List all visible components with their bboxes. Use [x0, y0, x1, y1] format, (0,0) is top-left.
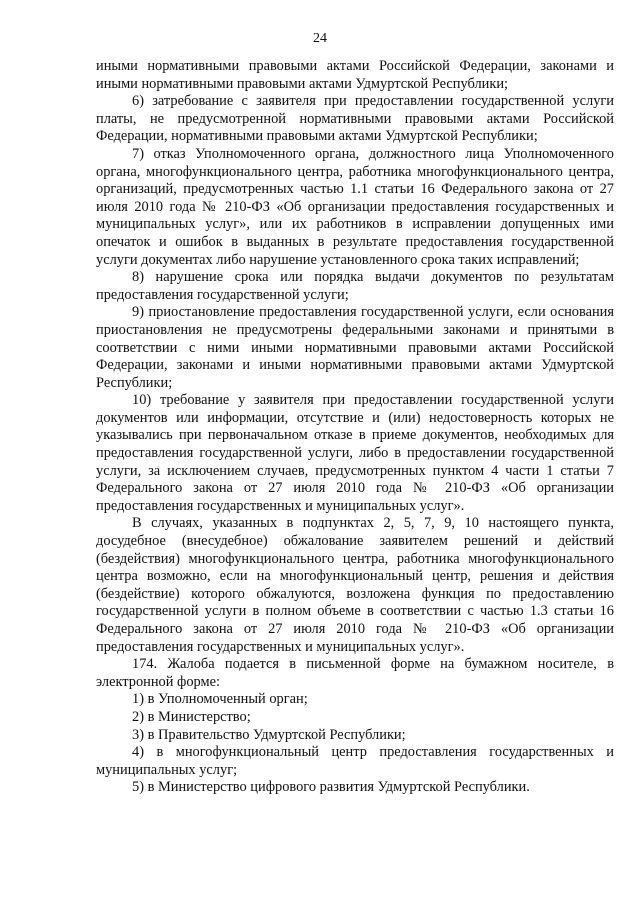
paragraph-cases: В случаях, указанных в подпунктах 2, 5, 7, 9, 10 настоящего пункта, досудебное (внесудебное) обжалование заявителем решений и действий (бездействия) многофункционального центра, работника многофункционального центра возможно, если на многофункциональный центр, решения и действия (бездействие) которого обжалуются, возложена функция по предоставлению государственной услуги в полном объеме в соответствии с частью 1.3 статьи 16 Федерального закона от 27 июля 2010 года № 210-ФЗ «Об организации предоставления государственных и муниципальных услуг».	[96, 515, 614, 655]
paragraph-item-10: 10) требование у заявителя при предоставлении государственной услуги документов или информации, отсутствие и (или) недостоверность которых не указывались при первоначальном отказе в приеме документов, необходимых для предоставления государственной услуги, либо в предоставлении государственной услуги, за исключением случаев, предусмотренных пунктом 4 части 1 статьи 7 Федерального закона от 27 июля 2010 года № 210-ФЗ «Об организации предоставления государственных и муниципальных услуг».	[96, 392, 614, 514]
list-item-2: 2) в Министерство;	[132, 708, 251, 725]
paragraph-174: 174. Жалоба подается в письменной форме на бумажном носителе, в электронной форме:	[96, 656, 614, 690]
document-body	[96, 58, 614, 797]
paragraph-item-8: 8) нарушение срока или порядка выдачи документов по результатам предоставления государственной услуги;	[96, 269, 614, 303]
paragraph-item-9: 9) приостановление предоставления государственной услуги, если основания приостановления не предусмотрены федеральными законами и принятыми в соответствии с ними иными нормативными правовыми актами Российской Федерации, законами и иными нормативными правовыми актами Удмуртской Республики;	[96, 304, 614, 391]
page-number: 24	[313, 31, 327, 46]
list-item-4: 4) в многофункциональный центр предоставления государственных и муниципальных услуг;	[96, 744, 614, 778]
list-item-3: 3) в Правительство Удмуртской Республики;	[132, 726, 406, 743]
paragraph-item-7: 7) отказ Уполномоченного органа, должностного лица Уполномоченного органа, многофункционального центра, работника многофункционального центра, организаций, предусмотренных частью 1.1 статьи 16 Федерального закона от 27 июля 2010 года № 210-ФЗ «Об организации предоставления государственных и муниципальных услуг», или их работников в исправлении допущенных ими опечаток и ошибок в выданных в результате предоставления государственной услуги документах либо нарушение установленного срока таких исправлений;	[96, 145, 614, 268]
paragraph-continuation: иными нормативными правовыми актами Российской Федерации, законами и иными нормативными правовыми актами Удмуртской Республики;	[96, 58, 614, 92]
paragraph-item-6: 6) затребование с заявителя при предоставлении государственной услуги платы, не предусмотренной нормативными правовыми актами Российской Федерации, нормативными правовыми актами Удмуртской Республики;	[96, 93, 614, 145]
list-item-1: 1) в Уполномоченный орган;	[132, 691, 308, 708]
list-item-5: 5) в Министерство цифрового развития Удмуртской Республики.	[132, 779, 530, 796]
